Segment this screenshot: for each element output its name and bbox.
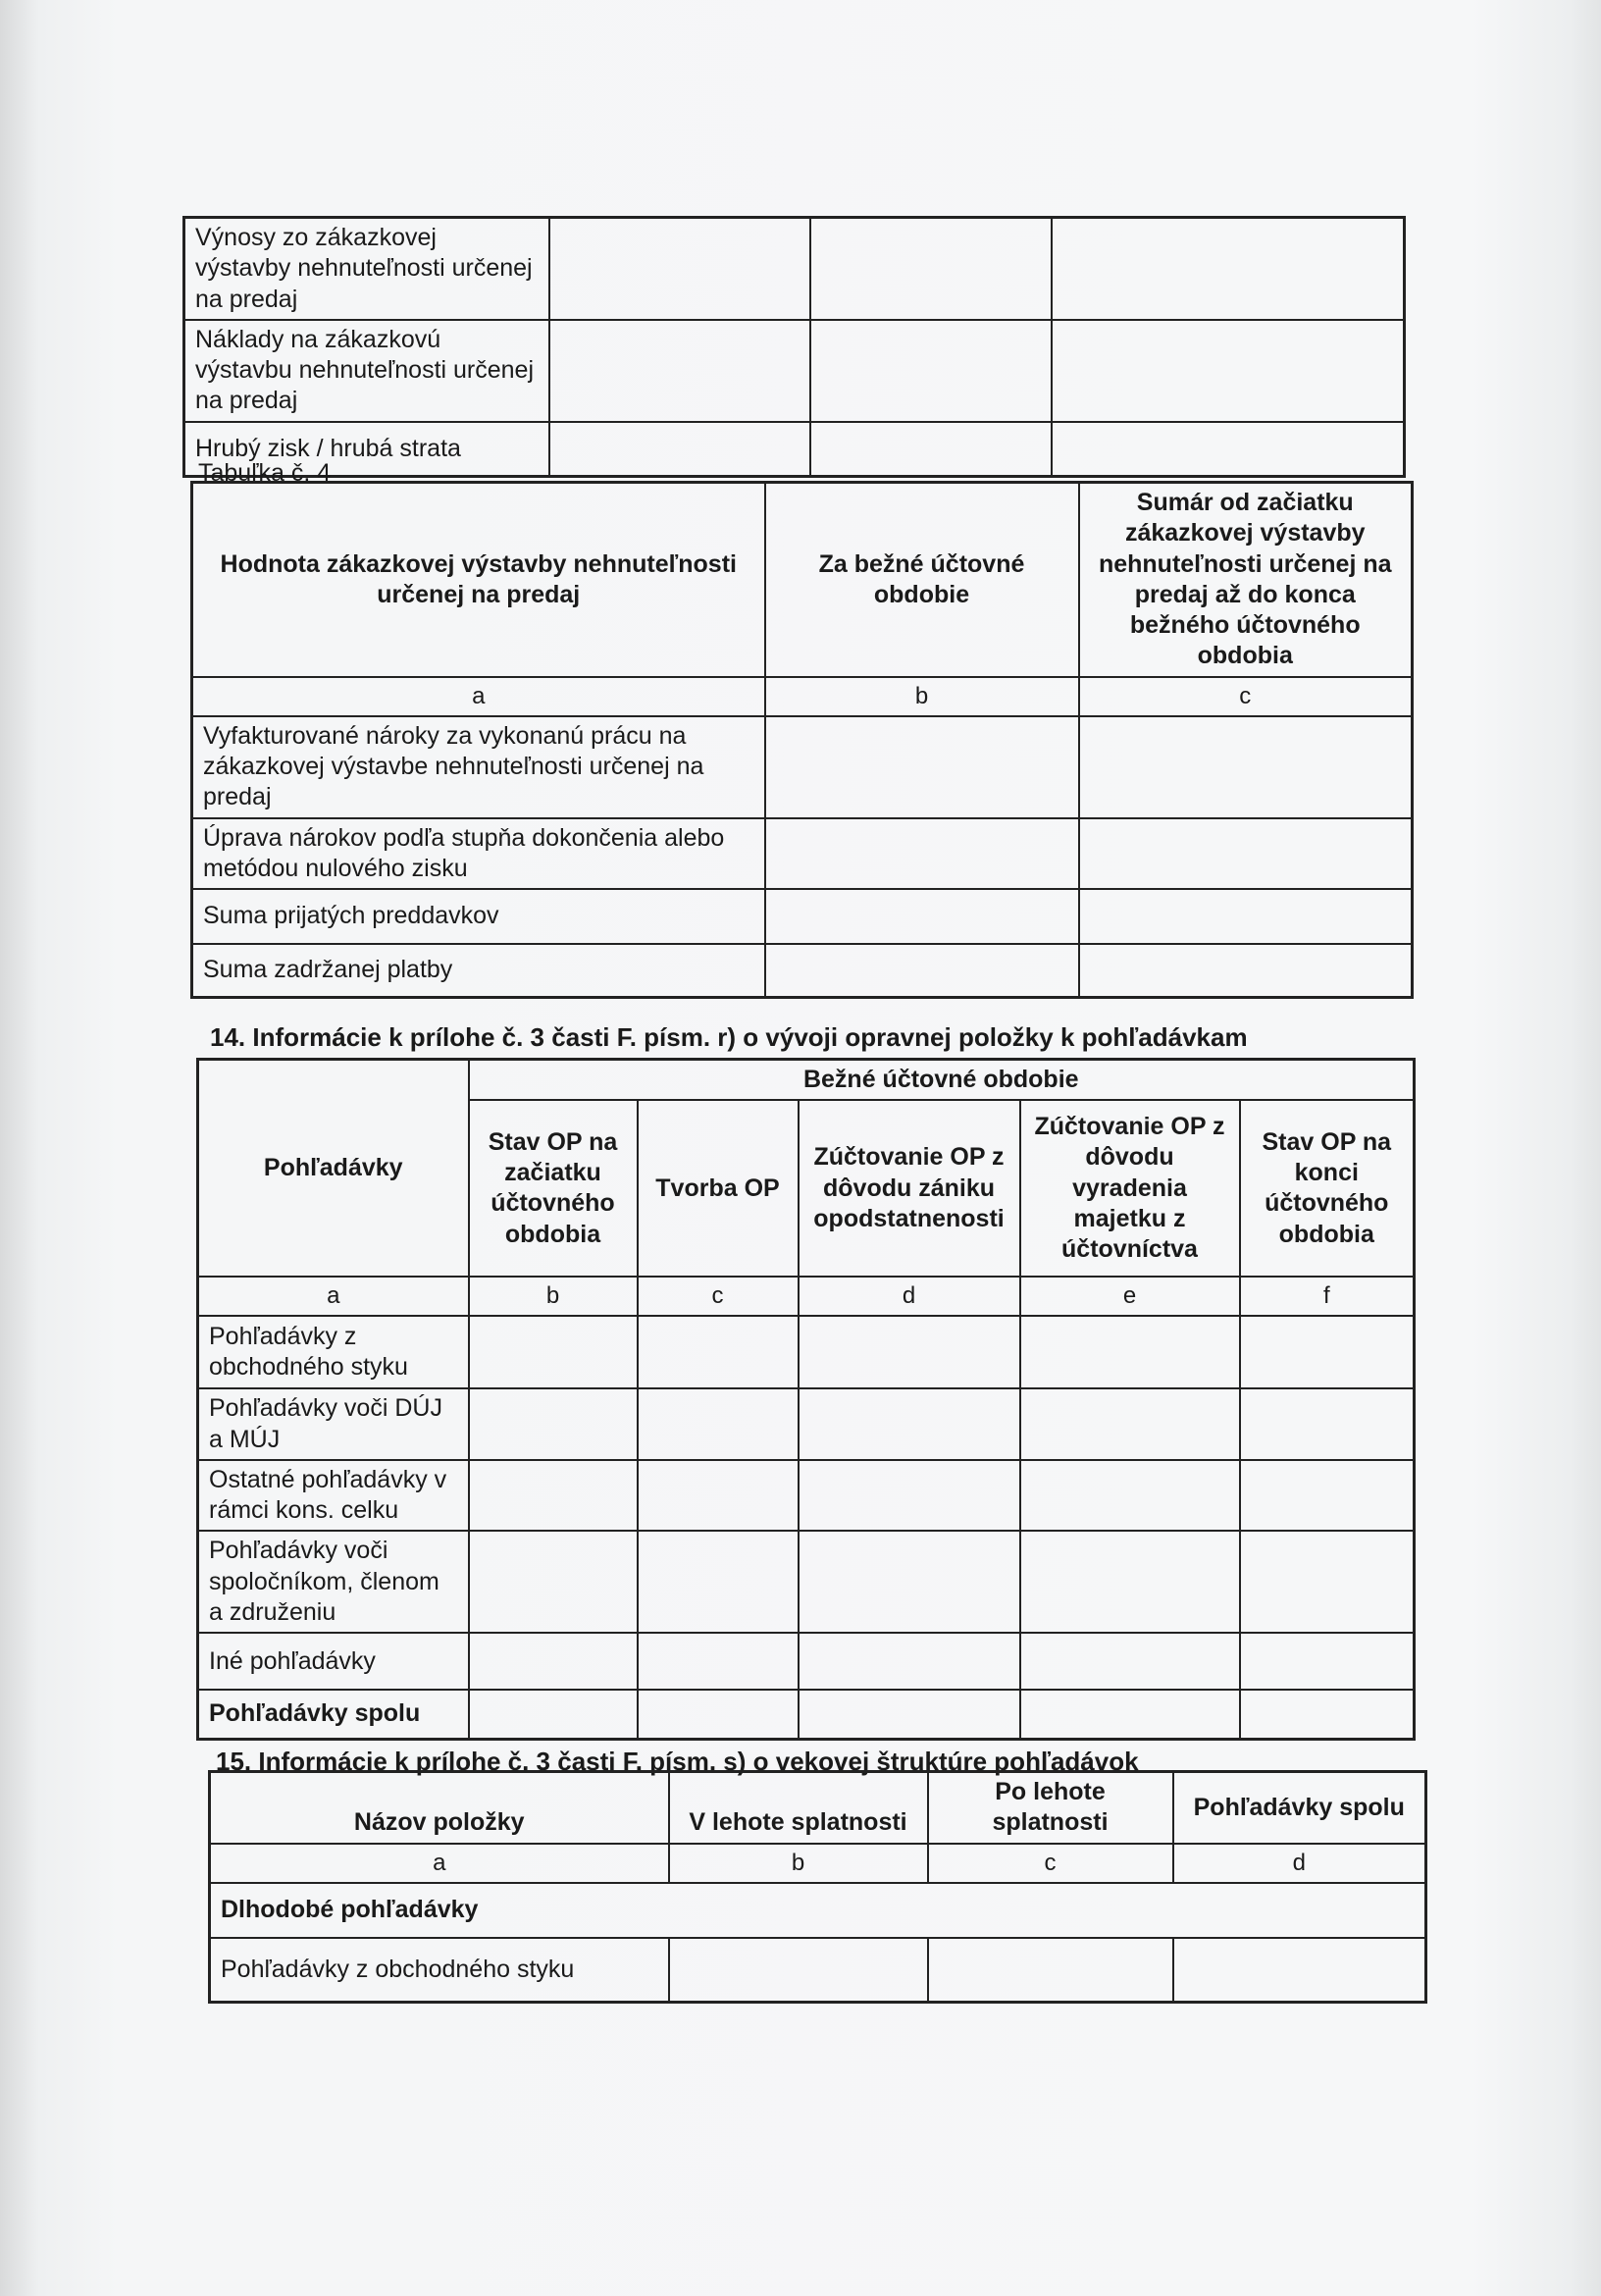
cell[interactable] [669,1938,928,2003]
letter-c: c [928,1844,1173,1883]
row-label: Pohľadávky z obchodného styku [198,1316,469,1388]
cell[interactable] [799,1388,1020,1460]
row-label: Pohľadávky voči DÚJ a MÚJ [198,1388,469,1460]
letter-e: e [1020,1277,1240,1316]
cell[interactable] [765,818,1079,890]
cell[interactable] [1240,1316,1415,1388]
letter-d: d [1173,1844,1426,1883]
letter-c: c [638,1277,799,1316]
letter-a: a [210,1844,669,1883]
table-row [192,818,1413,890]
header-past-due: Po lehote splatnosti [928,1772,1173,1844]
cell[interactable] [638,1690,799,1739]
row-label-longterm: Dlhodobé pohľadávky [210,1883,1426,1938]
cell[interactable] [1173,1938,1426,2003]
cell[interactable] [765,944,1079,997]
row-label: Hrubý zisk / hrubá strata [184,422,549,477]
cell[interactable] [799,1690,1020,1739]
table15 [208,1770,1427,2004]
letter-d: d [799,1277,1020,1316]
cell[interactable] [1020,1690,1240,1739]
cell[interactable] [799,1460,1020,1532]
letter-f: f [1240,1277,1415,1316]
cell[interactable] [810,218,1052,320]
header-value: Hodnota zákazkovej výstavby nehnuteľnosti určenej na predaj [192,483,765,677]
cell[interactable] [549,422,810,477]
cell[interactable] [469,1388,638,1460]
row-label: Pohľadávky voči spoločníkom, členom a združeniu [198,1531,469,1633]
table-row [198,1690,1415,1739]
cell[interactable] [638,1388,799,1460]
cell[interactable] [469,1531,638,1633]
row-label: Úprava nárokov podľa stupňa dokončenia alebo metódou nulového zisku [192,818,765,890]
section14-title: 14. Informácie k prílohe č. 3 časti F. písm. r) o vývoji opravnej položky k pohľadávkam [210,1022,1248,1052]
table4-caption: Tabuľka č. 4 [198,459,332,487]
table-row [198,1388,1415,1460]
cell[interactable] [1020,1531,1240,1633]
group-header-current-period: Bežné účtovné obdobie [469,1060,1415,1101]
header-total: Pohľadávky spolu [1173,1772,1426,1844]
header-op-settle-2: Zúčtovanie OP z dôvodu vyradenia majetku z účtovníctva [1020,1100,1240,1277]
table-row [192,889,1413,944]
table-top [182,216,1406,478]
cell[interactable] [1079,818,1413,890]
cell[interactable] [1079,716,1413,818]
cell[interactable] [638,1460,799,1532]
cell[interactable] [549,320,810,422]
header-item-name: Názov položky [210,1772,669,1844]
cell[interactable] [810,422,1052,477]
header-op-start: Stav OP na začiatku účtovného obdobia [469,1100,638,1277]
cell[interactable] [765,716,1079,818]
cell[interactable] [638,1531,799,1633]
row-label: Výnosy zo zákazkovej výstavby nehnuteľnosti určenej na predaj [184,218,549,320]
cell[interactable] [1240,1633,1415,1690]
header-receivables: Pohľadávky [198,1060,469,1278]
cell[interactable] [1020,1460,1240,1532]
cell[interactable] [469,1460,638,1532]
cell[interactable] [1240,1388,1415,1460]
table-row [198,1316,1415,1388]
letter-a: a [192,677,765,716]
table-row [184,422,1405,477]
row-label: Suma prijatých preddavkov [192,889,765,944]
cell[interactable] [1052,218,1405,320]
cell[interactable] [469,1316,638,1388]
cell[interactable] [799,1633,1020,1690]
letter-b: b [469,1277,638,1316]
header-current-period: Za bežné účtovné obdobie [765,483,1079,677]
letter-c: c [1079,677,1413,716]
cell[interactable] [1020,1316,1240,1388]
table-row [210,1938,1426,2003]
row-label: Pohľadávky z obchodného styku [210,1938,669,2003]
table-row [210,1883,1426,1938]
cell[interactable] [638,1633,799,1690]
table-row [184,218,1405,320]
header-within-due: V lehote splatnosti [669,1772,928,1844]
letter-a: a [198,1277,469,1316]
row-label-total: Pohľadávky spolu [198,1690,469,1739]
row-label: Suma zadržanej platby [192,944,765,997]
cell[interactable] [1052,320,1405,422]
cell[interactable] [799,1531,1020,1633]
cell[interactable] [1240,1460,1415,1532]
cell[interactable] [1079,944,1413,997]
table-row [198,1460,1415,1532]
cell[interactable] [1240,1531,1415,1633]
row-label: Vyfakturované nároky za vykonanú prácu na zákazkovej výstavbe nehnuteľnosti určenej na predaj [192,716,765,818]
cell[interactable] [1020,1388,1240,1460]
letter-b: b [669,1844,928,1883]
table14 [196,1058,1416,1741]
row-label: Ostatné pohľadávky v rámci kons. celku [198,1460,469,1532]
cell[interactable] [1079,889,1413,944]
cell[interactable] [799,1316,1020,1388]
table-row [198,1531,1415,1633]
cell[interactable] [1020,1633,1240,1690]
cell[interactable] [1052,422,1405,477]
table-row [184,320,1405,422]
header-cumulative: Sumár od začiatku zákazkovej výstavby nehnuteľnosti určenej na predaj až do konca bežného účtovného obdobia [1079,483,1413,677]
cell[interactable] [810,320,1052,422]
section15-title: 15. Informácie k prílohe č. 3 časti F. písm. s) o vekovej štruktúre pohľadávok [216,1747,1139,1776]
cell[interactable] [928,1938,1173,2003]
table-row [192,716,1413,818]
header-op-settle-1: Zúčtovanie OP z dôvodu zániku opodstatnenosti [799,1100,1020,1277]
row-label: Iné pohľadávky [198,1633,469,1690]
row-label: Náklady na zákazkovú výstavbu nehnuteľnosti určenej na predaj [184,320,549,422]
cell[interactable] [765,889,1079,944]
cell[interactable] [549,218,810,320]
cell[interactable] [1240,1690,1415,1739]
cell[interactable] [469,1690,638,1739]
cell[interactable] [638,1316,799,1388]
letter-b: b [765,677,1079,716]
header-op-creation: Tvorba OP [638,1100,799,1277]
header-op-end: Stav OP na konci účtovného obdobia [1240,1100,1415,1277]
table-row [198,1633,1415,1690]
table4 [190,481,1414,999]
table-row [192,944,1413,997]
cell[interactable] [469,1633,638,1690]
